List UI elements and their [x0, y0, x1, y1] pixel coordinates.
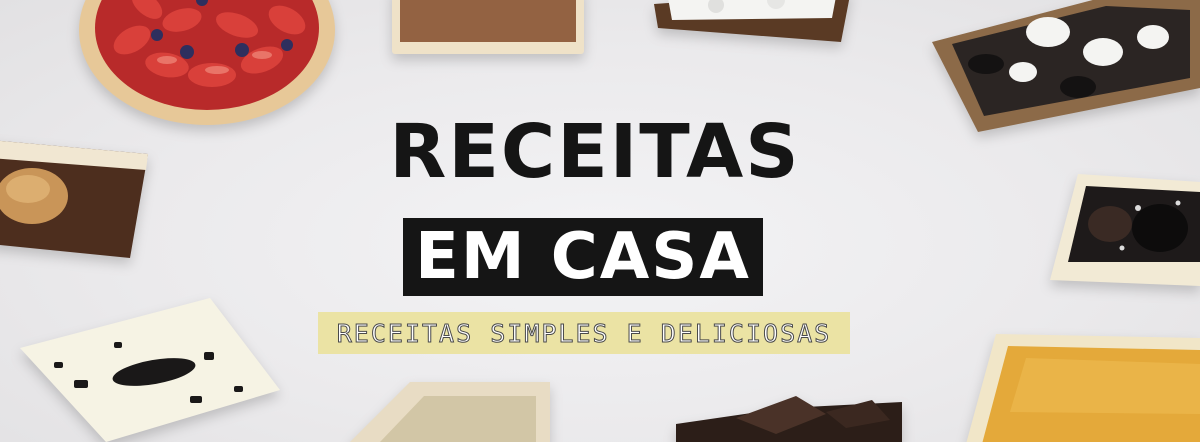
peanut-chocolate-bar-image: [0, 134, 155, 264]
banner-subtitle: EM CASA: [415, 220, 751, 294]
chocolate-tart-image: [388, 0, 588, 60]
tagline-box: [318, 312, 850, 354]
subtitle-box: [403, 218, 763, 296]
dark-chocolate-slice-image: [676, 394, 906, 442]
coconut-slice-image: [646, 0, 861, 55]
strawberry-tart-image: [72, 0, 342, 130]
cookies-cream-slice-image: [14, 292, 284, 442]
oreo-slice-image: [1048, 168, 1200, 290]
banner-tagline: RECEITAS SIMPLES E DELICIOSAS: [336, 318, 832, 348]
passion-fruit-slice-image: [966, 334, 1200, 442]
banner-title: RECEITAS: [389, 109, 801, 195]
peanut-tart-image: [340, 378, 560, 442]
oreo-brownie-image: [928, 0, 1200, 142]
